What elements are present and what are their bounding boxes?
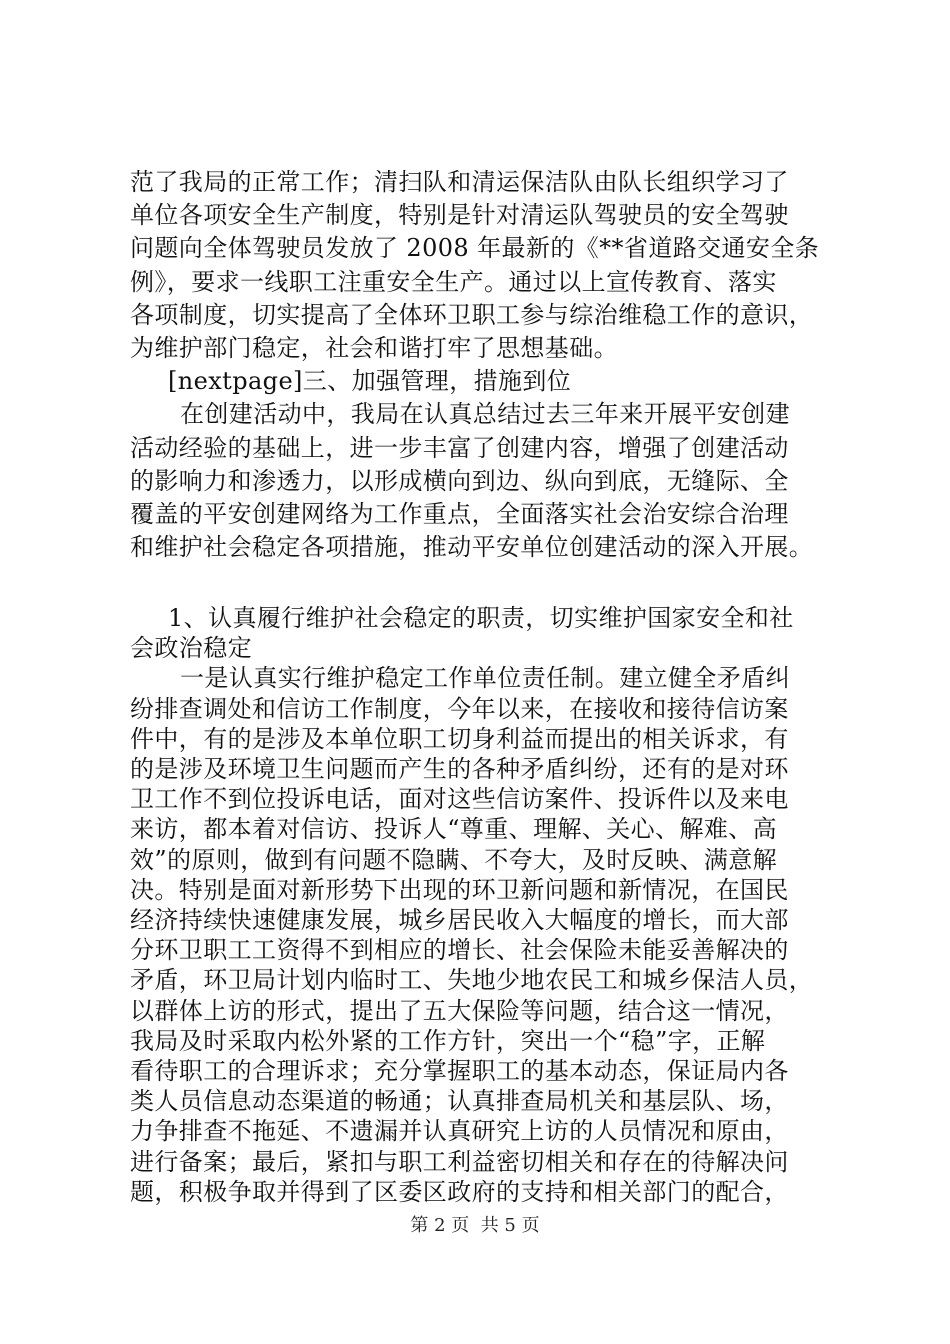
body-text-line: 看待职工的合理诉求；充分掌握职工的基本动态，保证局内各 [130, 1057, 789, 1085]
body-text-line: 各项制度，切实提高了全体环卫职工参与综治维稳工作的意识， [130, 301, 814, 329]
body-text-line: 类人员信息动态渠道的畅通；认真排查局机关和基层队、场， [130, 1087, 789, 1115]
subsection-heading: 1、认真履行维护社会稳定的职责，切实维护国家安全和社 [168, 604, 794, 632]
body-text-line: 分环卫职工工资得不到相应的增长、社会保险未能妥善解决的 [130, 936, 789, 964]
body-text-line: 的是涉及环境卫生问题而产生的各种矛盾纠纷，还有的是对环 [130, 755, 789, 783]
body-text-line: 进行备案；最后，紧扣与职工利益密切相关和存在的待解决问 [130, 1148, 789, 1176]
body-text-line: 我局及时采取内松外紧的工作方针，突出一个“稳”字，正解 [130, 1027, 766, 1055]
section-heading: [nextpage]三、加强管理，措施到位 [168, 367, 572, 395]
body-text-line: 在创建活动中，我局在认真总结过去三年来开展平安创建 [180, 400, 790, 428]
body-text-line: 经济持续快速健康发展，城乡居民收入大幅度的增长，而大部 [130, 906, 789, 934]
body-text-line: 和维护社会稳定各项措施，推动平安单位创建活动的深入开展。 [130, 533, 814, 561]
body-text-line: 单位各项安全生产制度，特别是针对清运队驾驶员的安全驾驶 [130, 201, 789, 229]
body-text-line: 一是认真实行维护稳定工作单位责任制。建立健全矛盾纠 [180, 664, 790, 692]
page-number-footer: 第 2 页 共 5 页 [410, 1215, 540, 1236]
body-text-line: 来访，都本着对信访、投诉人“尊重、理解、关心、解难、高 [130, 815, 778, 843]
body-text-line: 效”的原则，做到有问题不隐瞒、不夸大，及时反映、满意解 [130, 846, 778, 874]
subsection-heading-cont: 会政治稳定 [130, 634, 252, 662]
body-text-line: 活动经验的基础上，进一步丰富了创建内容，增强了创建活动 [130, 434, 789, 462]
body-text-line: 覆盖的平安创建网络为工作重点，全面落实社会治安综合治理 [130, 500, 789, 528]
body-text-line: 纷排查调处和信访工作制度，今年以来，在接收和接待信访案 [130, 695, 789, 723]
body-text-line: 决。特别是面对新形势下出现的环卫新问题和新情况，在国民 [130, 876, 789, 904]
body-text-line: 力争排查不拖延、不遗漏并认真研究上访的人员情况和原由， [130, 1117, 789, 1145]
body-text-line: 矛盾，环卫局计划内临时工、失地少地农民工和城乡保洁人员， [130, 966, 814, 994]
body-text-line: 范了我局的正常工作；清扫队和清运保洁队由队长组织学习了 [130, 168, 789, 196]
body-text-line: 为维护部门稳定，社会和谐打牢了思想基础。 [130, 334, 618, 362]
body-text-line: 的影响力和渗透力，以形成横向到边、纵向到底，无缝际、全 [130, 467, 789, 495]
body-text-line: 卫工作不到位投诉电话，面对这些信访案件、投诉件以及来电 [130, 785, 789, 813]
body-text-line: 题，积极争取并得到了区委区政府的支持和相关部门的配合， [130, 1178, 789, 1206]
body-text-line: 以群体上访的形式，提出了五大保险等问题，结合这一情况， [130, 997, 789, 1025]
body-text-line: 问题向全体驾驶员发放了 2008 年最新的《**省道路交通安全条 [130, 234, 820, 262]
body-text-line: 件中，有的是涉及本单位职工切身利益而提出的相关诉求，有 [130, 725, 789, 753]
body-text-line: 例》，要求一线职工注重安全生产。通过以上宣传教育、落实 [130, 268, 777, 296]
